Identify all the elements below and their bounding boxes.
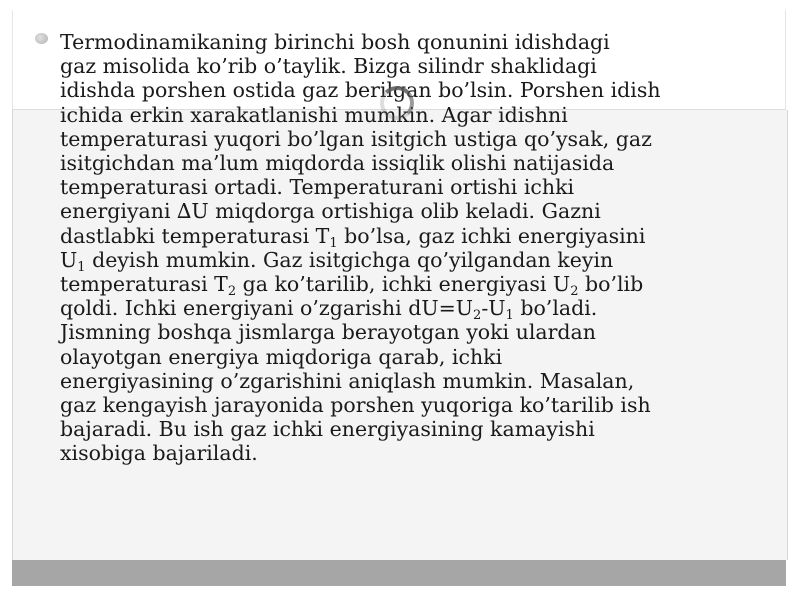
bullet-dot-icon (35, 33, 48, 44)
subscript-1: 1 (77, 259, 86, 275)
subscript-2: 2 (570, 284, 579, 300)
subscript-1: 1 (329, 235, 338, 251)
subscript-2: 2 (227, 284, 237, 300)
text-run: Termodinamikaning birinchi bosh qonunini idishdagi gaz misolida ko’rib o’taylik. Bizga silindr shaklidagi idishda porshen ostida gaz berilgan bo’lsin. Porshen idish ichida erkin xarakatlanishi mumkin. Agar idishni temperaturasi yuqori bo’lgan isitgich ustiga qo’ysak, gaz isitgichdan ma’lum miqdorda issiqlik olishi natijasida temperaturasi ortadi. Temperaturani ortishi ichki energiyani ∆U miqdorga ortishiga olib keladi. Gazni dastlabki temperaturasi T (60, 30, 661, 248)
subscript-1: 1 (505, 308, 514, 324)
text-run: ga ko’tarilib, ichki energiyasi U (236, 272, 571, 297)
text-run: bo’lsa, gaz ichki energiyasini U (60, 223, 646, 272)
subscript-2: 2 (473, 308, 482, 324)
text-run: bo’ladi. Jismning boshqa jismlarga berayotgan yoki ulardan olayotgan energiya miqdoriga qarab, ichki energiyasining o’zgarishini aniqlash mumkin. Masalan, gaz kengayish jarayonida porshen yuqoriga ko’tarilib ish bajaradi. Bu ish gaz ichki energiyasining kamayishi xisobiga bajariladi. (60, 296, 651, 466)
loading-spinner-icon (380, 86, 414, 120)
text-run: bo’lib qoldi. Ichki energiyani o’zgarishi dU=U (60, 272, 644, 321)
text-run: -U (481, 296, 506, 321)
footer-bar (12, 560, 786, 586)
text-run: deyish mumkin. Gaz isitgichga qo’yilgandan keyin temperaturasi T (60, 247, 614, 297)
